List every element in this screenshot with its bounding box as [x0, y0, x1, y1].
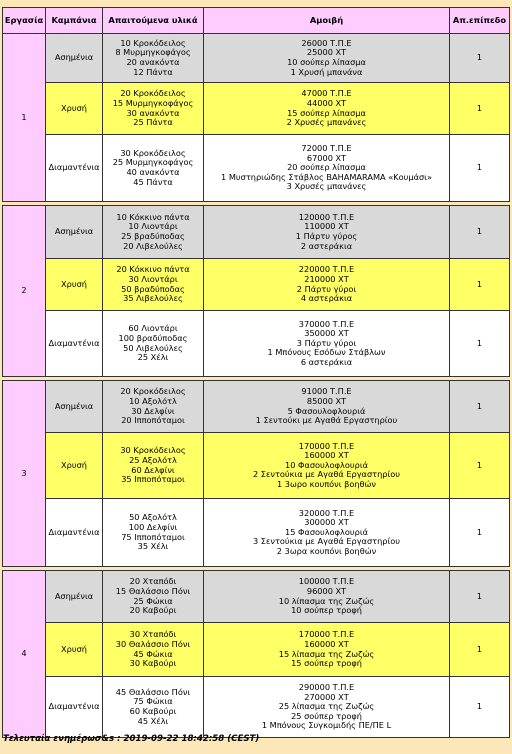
- material-line: 60 Λιοντάρι: [128, 323, 178, 334]
- material-line: 10 Κροκόδειλος: [120, 37, 186, 48]
- material-line: 40 ανακόντα: [126, 167, 180, 177]
- campaign-table: [2, 7, 510, 738]
- reward-line: 2 Σεντούκια με Αγαθά Εργαστηρίου: [253, 469, 400, 480]
- reward-line: 210000 ΧΤ: [304, 273, 349, 284]
- material-line: 45 Θαλάσσιο Πόνι: [115, 686, 191, 697]
- campaign-cell: Χρυσή: [46, 433, 103, 499]
- col-header-campaign: Καμπάνια: [46, 8, 103, 34]
- level-cell: 1: [450, 83, 510, 135]
- table-row: [3, 311, 510, 377]
- table-header-row: [3, 8, 510, 34]
- reward-line: 100000 Τ.Π.Ε: [298, 576, 355, 587]
- reward-line: 370000 Τ.Π.Ε: [298, 318, 355, 329]
- material-line: 25 Μυρμηγκοφάγος: [112, 157, 194, 168]
- reward-line: 67000 ΧΤ: [306, 152, 347, 163]
- material-line: 30 Θαλάσσιο Πόνι: [115, 638, 191, 649]
- reward-line: 15 λίπασμα της Ζωζώς: [278, 648, 375, 659]
- table-row: [3, 571, 510, 623]
- materials-cell: [103, 34, 204, 83]
- reward-line: 5 Φασουλοφλουριά: [287, 405, 366, 416]
- reward-cell: [204, 677, 450, 738]
- reward-line: 10 Φασουλοφλουριά: [284, 459, 368, 470]
- col-header-reward: Αμοιβή: [204, 8, 450, 34]
- table-row: [3, 623, 510, 677]
- reward-line: 1 Μπόνους Συγκομιδής ΠΕ/ΠΕ L: [261, 720, 392, 731]
- reward-line: 4 αστεράκια: [300, 293, 353, 304]
- reward-line: 96000 ΧΤ: [306, 585, 347, 596]
- reward-line: 1 3ωρο κουπόνι βοηθών: [276, 478, 376, 489]
- material-line: 8 Μυρμηγκοφάγος: [115, 47, 191, 58]
- reward-line: 220000 Τ.Π.Ε: [298, 264, 355, 275]
- campaign-cell: Ασημένια: [46, 34, 103, 83]
- reward-line: 120000 Τ.Π.Ε: [298, 211, 355, 222]
- material-line: 25 Χέλι: [137, 352, 169, 363]
- material-line: 30 Δελφίνι: [131, 405, 175, 416]
- material-line: 10 Κόκκινο πάντα: [116, 211, 190, 222]
- level-cell: 1: [450, 135, 510, 202]
- reward-line: 3 Χρυσές μπανάνες: [286, 181, 367, 192]
- campaign-cell: Διαμαντένια: [46, 677, 103, 738]
- reward-line: 290000 Τ.Π.Ε: [298, 682, 355, 693]
- material-line: 60 Καβούρι: [129, 706, 177, 716]
- material-line: 20 Κόκκινο πάντα: [116, 264, 190, 275]
- level-cell: 1: [450, 259, 510, 311]
- material-line: 60 Δελφίνι: [131, 464, 175, 475]
- reward-cell: [204, 433, 450, 499]
- reward-line: 1 Χρυσή μπανάνα: [290, 66, 363, 77]
- reward-line: 91000 Τ.Π.Ε: [301, 386, 352, 397]
- material-line: 15 Μυρμηγκοφάγος: [112, 97, 194, 108]
- campaign-cell: Ασημένια: [46, 571, 103, 623]
- col-header-level: Απ.επίπεδο: [450, 8, 510, 34]
- material-line: 50 Λιβελούλες: [123, 342, 183, 353]
- level-cell: 1: [450, 623, 510, 677]
- material-line: 75 Φώκια: [133, 696, 173, 707]
- material-line: 30 Καβούρι: [129, 658, 177, 669]
- table-row: [3, 83, 510, 135]
- reward-line: 47000 Τ.Π.Ε: [301, 88, 352, 99]
- material-line: 25 Φώκια: [133, 595, 173, 606]
- task-number: 1: [3, 34, 46, 202]
- reward-line: 3 Σεντούκια με Αγαθά Εργαστηρίου: [253, 536, 400, 547]
- reward-line: 2 Χρυσές μπανάνες: [286, 117, 367, 128]
- materials-cell: [103, 311, 204, 377]
- materials-cell: [103, 381, 204, 433]
- campaign-cell: Ασημένια: [46, 381, 103, 433]
- material-line: 20 Καβούρι: [129, 605, 177, 616]
- level-cell: 1: [450, 206, 510, 259]
- material-line: 100 Δελφίνι: [128, 521, 178, 532]
- reward-cell: [204, 135, 450, 202]
- material-line: 30 Κροκόδειλος: [120, 445, 186, 456]
- task-number: 2: [3, 206, 46, 377]
- table-row: [3, 433, 510, 499]
- material-line: 15 Θαλάσσιο Πόνι: [115, 585, 191, 596]
- reward-line: 300000 ΧΤ: [304, 517, 349, 528]
- materials-cell: [103, 135, 204, 202]
- reward-line: 85000 ΧΤ: [306, 395, 347, 406]
- reward-line: 160000 ΧΤ: [304, 638, 349, 649]
- material-line: 10 Αξολότλ: [129, 395, 177, 406]
- table-row: [3, 34, 510, 83]
- reward-line: 110000 ΧΤ: [304, 221, 349, 232]
- material-line: 30 Λιοντάρι: [128, 273, 178, 284]
- level-cell: 1: [450, 34, 510, 83]
- table-body: [3, 34, 510, 738]
- material-line: 30 Κροκόδειλος: [120, 147, 186, 158]
- level-cell: 1: [450, 571, 510, 623]
- table-row: [3, 135, 510, 202]
- material-line: 20 Κροκόδειλος: [120, 386, 186, 397]
- campaign-cell: Ασημένια: [46, 206, 103, 259]
- material-line: 20 ανακόντα: [126, 57, 180, 67]
- col-header-task: Εργασία: [3, 8, 46, 34]
- task-number: 3: [3, 381, 46, 567]
- materials-cell: [103, 571, 204, 623]
- material-line: 12 Πάντα: [133, 66, 173, 77]
- material-line: 35 Ιπποπόταμοι: [121, 474, 185, 485]
- campaign-cell: Διαμαντένια: [46, 311, 103, 377]
- reward-line: 15 Φασουλοφλουριά: [284, 526, 368, 537]
- material-line: 50 βραδύποδας: [121, 283, 185, 294]
- reward-line: 25 λίπασμα της Ζωζώς: [278, 701, 375, 712]
- level-cell: 1: [450, 433, 510, 499]
- level-cell: 1: [450, 311, 510, 377]
- materials-cell: [103, 499, 204, 567]
- reward-line: 2 Πάρτυ γύροι: [296, 283, 357, 294]
- reward-line: 10 σούπερ λίπασμα: [287, 57, 366, 67]
- material-line: 35 Χέλι: [137, 541, 169, 552]
- material-line: 25 Αξολότλ: [129, 454, 177, 465]
- reward-line: 20 σούπερ λίπασμα: [287, 162, 366, 173]
- reward-line: 25000 ΧΤ: [306, 47, 347, 58]
- reward-line: 25 σούπερ τροφή: [291, 710, 362, 721]
- reward-line: 2 3ωρα κουπόνι βοηθών: [276, 545, 377, 556]
- materials-cell: [103, 623, 204, 677]
- reward-cell: [204, 571, 450, 623]
- reward-cell: [204, 623, 450, 677]
- task-number: 4: [3, 571, 46, 738]
- table-row: [3, 499, 510, 567]
- table-row: [3, 259, 510, 311]
- col-header-materials: Απαιτούμενα υλικά: [103, 8, 204, 34]
- reward-cell: [204, 499, 450, 567]
- materials-cell: [103, 259, 204, 311]
- material-line: 75 Ιπποπόταμοι: [121, 531, 185, 542]
- material-line: 45 Χέλι: [137, 715, 169, 726]
- material-line: 35 Λιβελούλες: [123, 293, 183, 304]
- reward-line: 160000 ΧΤ: [304, 450, 349, 461]
- table-row: [3, 206, 510, 259]
- reward-line: 6 αστεράκια: [300, 356, 353, 367]
- reward-cell: [204, 206, 450, 259]
- reward-cell: [204, 34, 450, 83]
- reward-line: 26000 Τ.Π.Ε: [301, 37, 352, 48]
- reward-line: 1 Σεντούκι με Αγαθά Εργαστηρίου: [255, 415, 398, 426]
- reward-line: 1 Μπόνους Εσόδων Στάβλων: [267, 347, 386, 358]
- reward-cell: [204, 83, 450, 135]
- material-line: 25 βραδύποδας: [121, 231, 185, 241]
- reward-line: 350000 ΧΤ: [304, 328, 349, 339]
- reward-line: 44000 ΧΤ: [306, 97, 347, 108]
- material-line: 20 Ιπποπόταμοι: [121, 415, 185, 426]
- table-row: [3, 677, 510, 738]
- material-line: 45 Πάντα: [133, 176, 173, 187]
- materials-cell: [103, 206, 204, 259]
- reward-line: 15 σούπερ τροφή: [291, 658, 362, 669]
- reward-cell: [204, 311, 450, 377]
- reward-line: 1 Πάρτυ γύρος: [295, 231, 358, 241]
- table-row: [3, 381, 510, 433]
- campaign-cell: Χρυσή: [46, 259, 103, 311]
- reward-line: 3 Πάρτυ γύροι: [296, 337, 357, 348]
- reward-line: 170000 Τ.Π.Ε: [298, 629, 355, 640]
- material-line: 20 Λιβελούλες: [123, 240, 183, 251]
- material-line: 45 Φώκια: [133, 648, 173, 659]
- reward-line: 170000 Τ.Π.Ε: [298, 440, 355, 451]
- reward-cell: [204, 259, 450, 311]
- level-cell: 1: [450, 381, 510, 433]
- material-line: 25 Πάντα: [133, 117, 173, 128]
- material-line: 10 Λιοντάρι: [128, 221, 178, 232]
- campaign-cell: Διαμαντένια: [46, 499, 103, 567]
- level-cell: 1: [450, 499, 510, 567]
- reward-line: 320000 Τ.Π.Ε: [298, 507, 355, 518]
- reward-line: 72000 Τ.Π.Ε: [301, 143, 352, 154]
- material-line: 30 ανακόντα: [126, 107, 180, 118]
- material-line: 30 Χταπόδι: [129, 629, 177, 640]
- materials-cell: [103, 433, 204, 499]
- material-line: 100 βραδύποδας: [118, 332, 188, 343]
- campaign-cell: Χρυσή: [46, 83, 103, 135]
- materials-cell: [103, 83, 204, 135]
- reward-line: 270000 ΧΤ: [304, 691, 349, 702]
- reward-line: 10 λίπασμα της Ζωζώς: [278, 595, 375, 606]
- last-updated: Τελευταία ενημέρωσ&s : 2019-09-22 18:42:58 (CEST): [3, 734, 260, 744]
- reward-line: 15 σούπερ λίπασμα: [287, 107, 366, 118]
- reward-line: 1 Μυστηριώδης Στάβλος BAHAMARAMA «Κουμάσι»: [221, 171, 432, 182]
- campaign-cell: Διαμαντένια: [46, 135, 103, 202]
- campaign-cell: Χρυσή: [46, 623, 103, 677]
- reward-cell: [204, 381, 450, 433]
- material-line: 20 Κροκόδειλος: [120, 88, 186, 99]
- level-cell: 1: [450, 677, 510, 738]
- material-line: 20 Χταπόδι: [129, 576, 177, 587]
- reward-line: 10 σούπερ τροφή: [291, 605, 362, 616]
- material-line: 50 Αξολότλ: [129, 512, 177, 523]
- materials-cell: [103, 677, 204, 738]
- reward-line: 2 αστεράκια: [300, 240, 353, 251]
